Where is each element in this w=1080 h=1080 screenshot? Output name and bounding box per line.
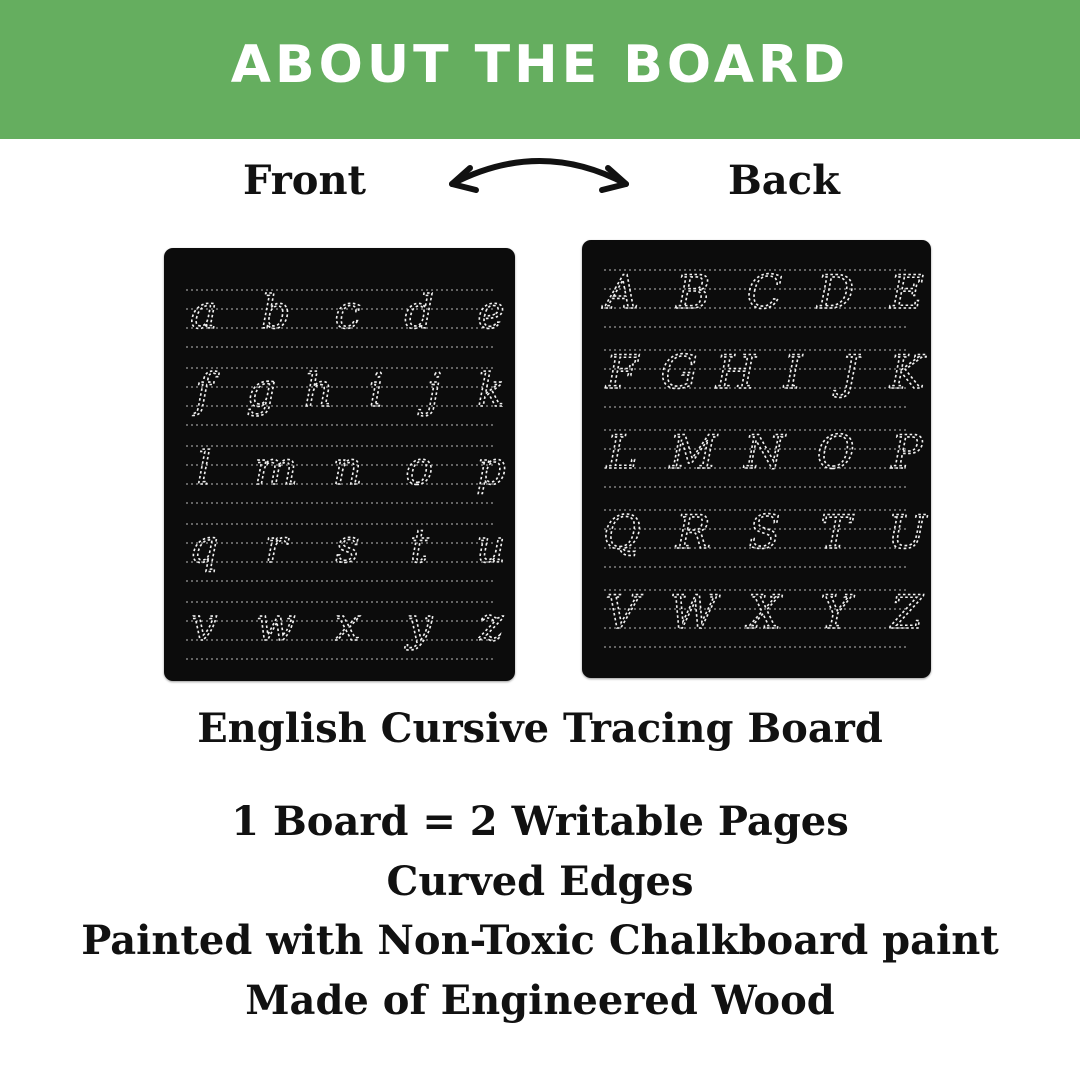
back-board xyxy=(582,240,931,678)
tracing-letter: f xyxy=(195,363,213,417)
header-banner xyxy=(0,0,1080,139)
tracing-letter: l xyxy=(196,441,212,495)
tracing-letter: X xyxy=(748,585,781,639)
tracing-letter: D xyxy=(817,265,855,319)
front-board-letters xyxy=(164,248,515,681)
tracing-letter: S xyxy=(748,505,781,559)
tracing-letter: I xyxy=(783,345,803,399)
tracing-letter: r xyxy=(264,519,287,573)
tracing-letter: W xyxy=(669,585,717,639)
tracing-letter: Z xyxy=(891,585,923,639)
tracing-letter: V xyxy=(605,585,639,639)
tracing-letter: M xyxy=(669,425,717,479)
tracing-letter: R xyxy=(675,505,711,559)
tracing-letter: c xyxy=(334,285,361,339)
tracing-letter: g xyxy=(246,363,277,417)
tracing-letter: K xyxy=(889,345,925,399)
feature-list xyxy=(0,792,1080,1030)
tracing-letter: H xyxy=(715,345,757,399)
tracing-letter: w xyxy=(256,597,296,651)
tracing-letter: y xyxy=(406,597,433,651)
tracing-letter: C xyxy=(746,265,783,319)
tracing-letter: L xyxy=(606,425,638,479)
tracing-letter: s xyxy=(335,519,360,573)
feature-line: Made of Engineered Wood xyxy=(245,976,835,1024)
tracing-letter: F xyxy=(606,345,638,399)
tracing-letter: j xyxy=(426,363,441,417)
tracing-letter: G xyxy=(660,345,698,399)
feature-line: Curved Edges xyxy=(386,857,694,905)
back-board-letters xyxy=(582,240,931,678)
tracing-letter: h xyxy=(303,363,334,417)
tracing-letter: J xyxy=(840,345,860,399)
tracing-letter: d xyxy=(404,285,434,339)
double-arrow-icon xyxy=(440,144,640,204)
tracing-letter: b xyxy=(261,285,291,339)
tracing-letter: u xyxy=(476,519,506,573)
tracing-letter: m xyxy=(253,441,298,495)
front-label: Front xyxy=(243,157,367,204)
tracing-letter: i xyxy=(368,363,384,417)
tracing-letter: U xyxy=(887,505,927,559)
tracing-letter: n xyxy=(332,441,363,495)
tracing-letter: B xyxy=(676,265,711,319)
tracing-letter: p xyxy=(476,441,506,495)
tracing-letter: Q xyxy=(603,505,641,559)
tracing-letter: A xyxy=(605,265,639,319)
product-title: English Cursive Tracing Board xyxy=(197,705,883,752)
tracing-letter: v xyxy=(191,597,217,651)
tracing-letter: N xyxy=(744,425,785,479)
tracing-letter: k xyxy=(477,363,505,417)
tracing-letter: o xyxy=(405,441,434,495)
tracing-letter: O xyxy=(816,425,855,479)
tracing-letter: z xyxy=(478,597,504,651)
tracing-letter: t xyxy=(410,519,429,573)
tracing-letter: a xyxy=(190,285,218,339)
feature-line: Painted with Non-Toxic Chalkboard paint xyxy=(81,917,999,964)
tracing-letter: T xyxy=(820,505,852,559)
tracing-letter: q xyxy=(189,519,219,573)
tracing-letter: x xyxy=(334,597,361,651)
feature-line: 1 Board = 2 Writable Pages xyxy=(231,798,849,845)
tracing-letter: E xyxy=(890,265,924,319)
tracing-letter: e xyxy=(477,285,505,339)
front-board xyxy=(164,248,515,681)
back-label: Back xyxy=(728,157,840,204)
tracing-letter: Y xyxy=(820,585,851,639)
banner-title: ABOUT THE BOARD xyxy=(230,34,850,95)
tracing-letter: P xyxy=(891,425,923,479)
